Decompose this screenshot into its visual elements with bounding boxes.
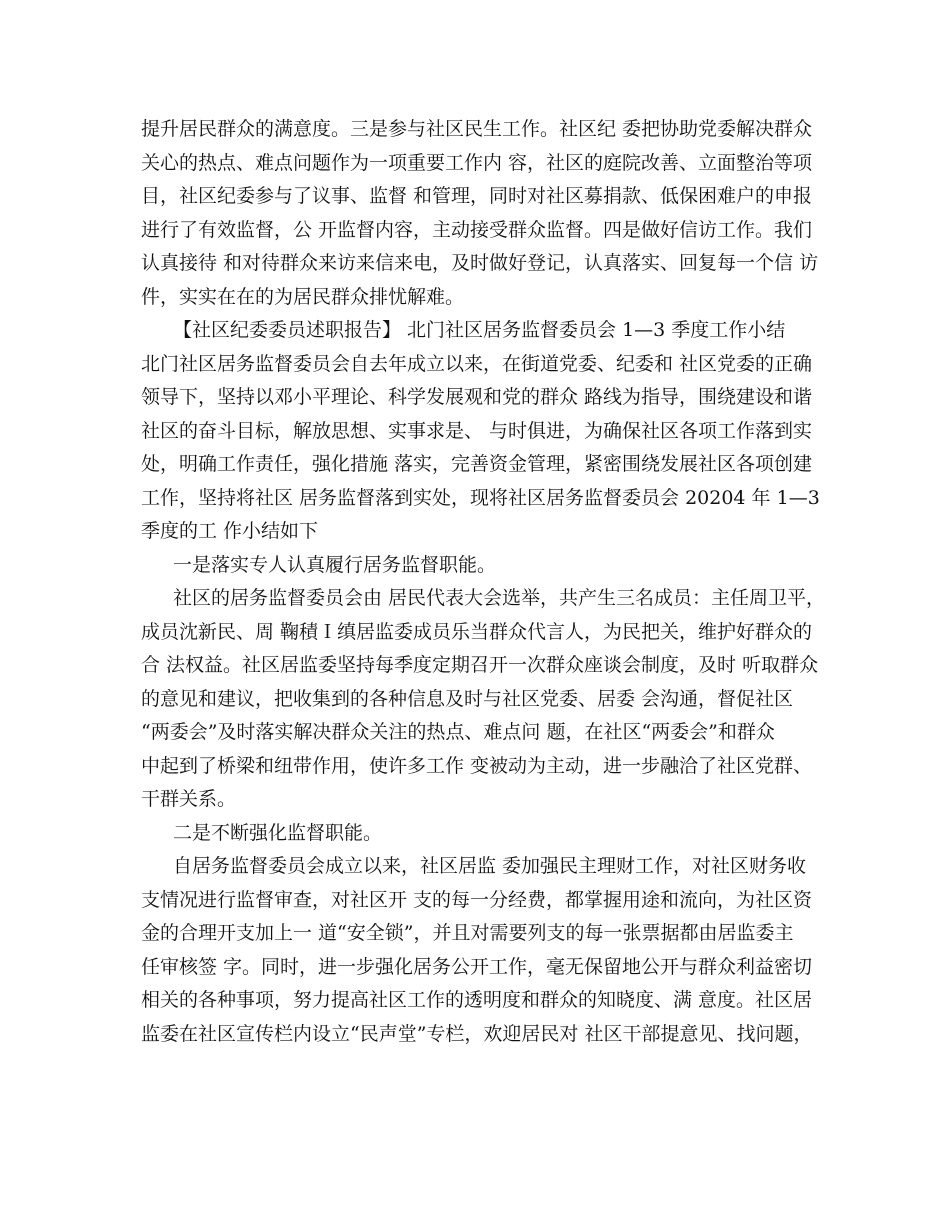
subheading-line: 一是落实专人认真履行居务监督职能。	[173, 553, 497, 576]
text-line: 工作，坚持将社区 居务监督落到实处，现将社区居务监督委员会 20204 年 1—3	[141, 486, 820, 509]
subheading-line: 二是不断强化监督职能。	[173, 821, 383, 844]
text-line: 的意见和建议，把收集到的各种信息及时与社区党委、居委 会沟通，督促社区	[141, 687, 794, 710]
text-line: 自居务监督委员会成立以来，社区居监 委加强民主理财工作，对社区财务收	[173, 855, 807, 877]
text-line: 季度的工 作小结如下	[141, 520, 319, 542]
text-line: 支情况进行监督审查，对社区开 支的每一分经费，都掌握用途和流向，为社区资	[141, 888, 813, 911]
text-line: 社区的奋斗目标，解放思想、实事求是、 与时俱进，为确保社区各项工作落到实	[141, 419, 813, 442]
text-line: 目，社区纪委参与了议事、监督 和管理，同时对社区募捐款、低保困难户的申报	[141, 185, 813, 207]
text-line: 关心的热点、难点问题作为一项重要工作内 容，社区的庭院改善、立面整治等项	[141, 151, 813, 174]
text-line: 社区的居务监督委员会由 居民代表大会选举，共产生三名成员：主任周卫平，	[173, 587, 826, 609]
text-line: 监委在社区宣传栏内设立“民声堂”专栏，欢迎居民对 社区干部提意见、找问题，	[141, 1022, 813, 1045]
text-line: 件，实实在在的为居民群众排忧解难。	[141, 285, 465, 308]
text-line: 提升居民群众的满意度。三是参与社区民生工作。社区纪 委把协助党委解决群众	[141, 118, 813, 140]
text-line: 金的合理开支加上一 道“安全锁”，并且对需要列支的每一张票据都由居监委主	[141, 922, 794, 944]
text-line: 任审核签 字。同时，进一步强化居务公开工作，毫无保留地公开与群众利益密切	[141, 955, 813, 978]
text-line: 干群关系。	[141, 788, 237, 810]
text-line: 成员沈新民、周 鞠積Ｉ缜居监委成员乐当群众代言人，为民把关，维护好群众的	[141, 620, 813, 643]
text-line: 领导下，坚持以邓小平理论、科学发展观和党的群众 路线为指导，围绕建设和谐	[141, 386, 813, 408]
document-body	[141, 113, 831, 1051]
text-line: 进行了有效监督，公 开监督内容，主动接受群众监督。四是做好信访工作。我们	[141, 218, 813, 241]
text-line: 北门社区居务监督委员会自去年成立以来，在街道党委、纪委和 社区党委的正确	[141, 352, 813, 375]
text-line: “两委会”及时落实解决群众关注的热点、难点问 题，在社区“两委会”和群众	[141, 721, 775, 743]
section-heading-line: 【社区纪委委员述职报告】 北门社区居务监督委员会 1—3 季度工作小结	[173, 319, 786, 341]
text-line: 相关的各种事项，努力提高社区工作的透明度和群众的知晓度、满 意度。社区居	[141, 989, 813, 1011]
text-line: 认真接待 和对待群众来访来信来电，及时做好登记，认真落实、回复每一个信 访	[141, 252, 819, 274]
text-line: 合 法权益。社区居监委坚持每季度定期召开一次群众座谈会制度，及时 听取群众	[141, 654, 819, 676]
text-line: 中起到了桥梁和纽带作用，使许多工作 变被动为主动，进一步融洽了社区党群、	[141, 754, 813, 777]
text-line: 处，明确工作责任，强化措施 落实，完善资金管理，紧密围绕发展社区各项创建	[141, 453, 813, 475]
